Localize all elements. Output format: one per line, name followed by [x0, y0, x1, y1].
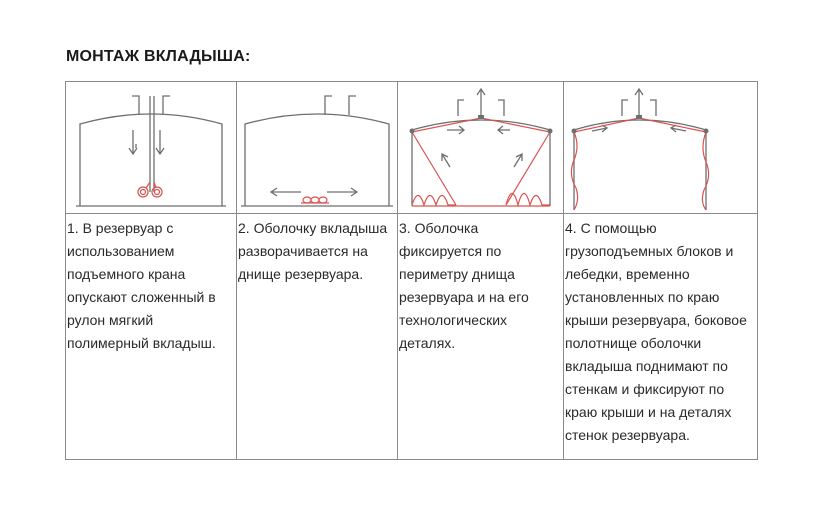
step-4-description: 4. С помощью грузоподъемных блоков и лебедки, временно установленных по краю крыши резервуара, боковое полотнище оболочки вкладыша поднимают по стенкам и фиксируют по краю крыши и на деталях стенок резервуара.	[565, 220, 747, 443]
step-1-description: 1. В резервуар с использованием подъемного крана опускают сложенный в рулон мягкий полимерный вкладыш.	[67, 220, 216, 351]
step-1-description-cell	[66, 214, 237, 460]
step-3-description-cell	[398, 214, 564, 460]
step-4-description-cell	[564, 214, 758, 460]
step-4-figure-cell	[564, 82, 758, 214]
figures-row	[66, 82, 758, 214]
step-1-tank-diagram	[66, 82, 237, 213]
step-4-tank-diagram	[564, 82, 758, 213]
step-2-figure-cell	[237, 82, 398, 214]
step-3-description: 3. Оболочка фиксируется по периметру днища резервуара и на его технологических деталях.	[399, 220, 529, 351]
liner-shape	[571, 118, 708, 210]
step-2-tank-diagram	[237, 82, 398, 213]
liner-roll-icon	[301, 197, 329, 203]
step-1-figure-cell	[66, 82, 237, 214]
step-2-description: 2. Оболочку вкладыша разворачивается на днище резервуара.	[238, 220, 388, 282]
page-title: МОНТАЖ ВКЛАДЫША:	[66, 48, 251, 65]
step-3-figure-cell	[398, 82, 564, 214]
descriptions-row	[66, 214, 758, 460]
liner-shape	[412, 118, 550, 206]
step-3-tank-diagram	[398, 82, 564, 213]
step-2-description-cell	[237, 214, 398, 460]
installation-steps-table	[65, 81, 758, 460]
